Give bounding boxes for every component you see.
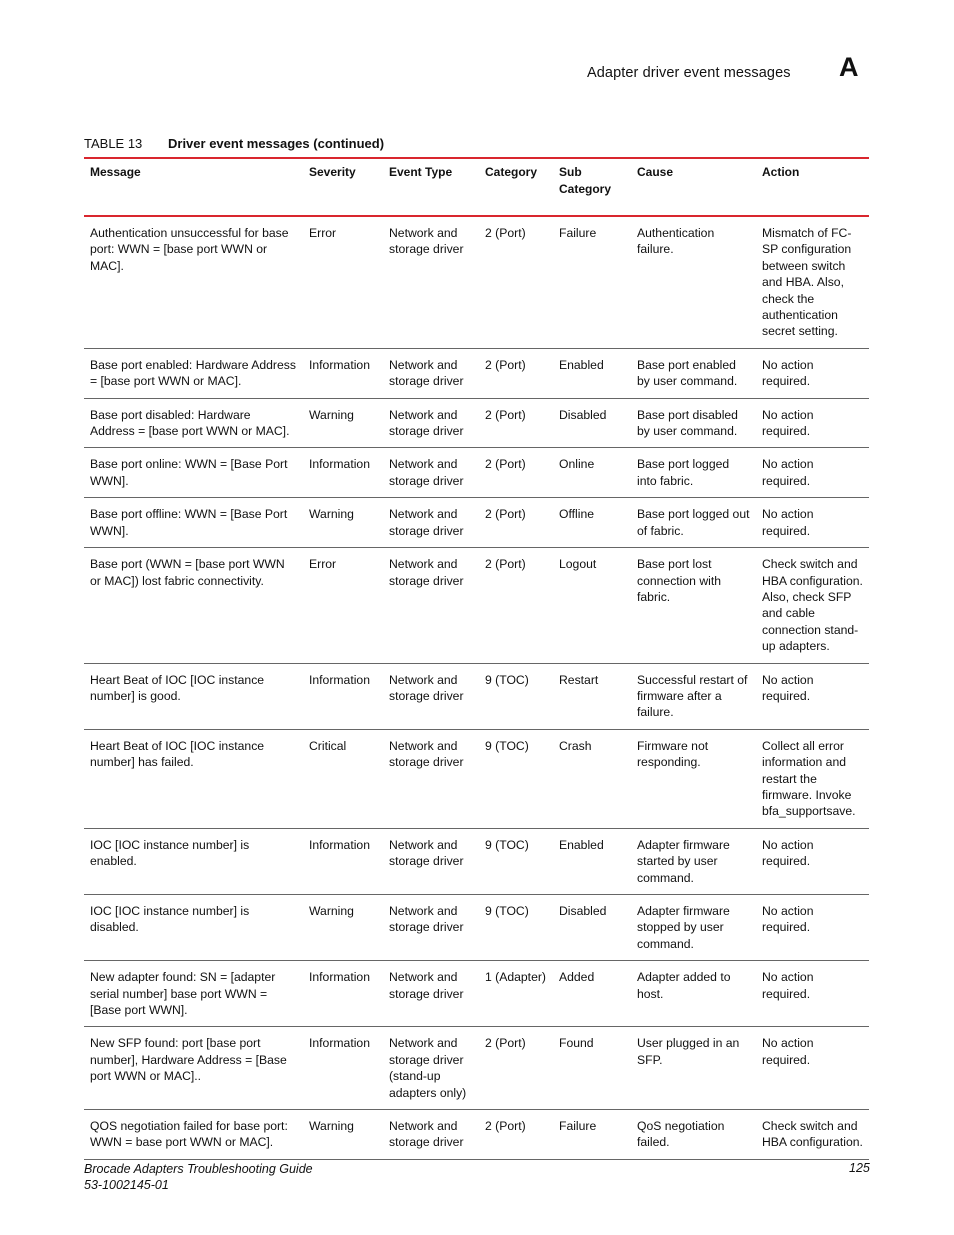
cell-severity: Warning bbox=[303, 895, 383, 961]
cell-action: No action required. bbox=[756, 348, 869, 398]
cell-sub-category: Offline bbox=[553, 498, 631, 548]
appendix-letter: A bbox=[839, 52, 859, 82]
cell-event-type: Network and storage driver bbox=[383, 498, 479, 548]
cell-severity: Information bbox=[303, 663, 383, 729]
cell-category: 2 (Port) bbox=[479, 1027, 553, 1110]
cell-event-type: Network and storage driver bbox=[383, 729, 479, 828]
cell-action: Mismatch of FC-SP configuration between switch and HBA. Also, check the authentication secret setting. bbox=[756, 216, 869, 348]
cell-cause: Base port logged out of fabric. bbox=[631, 498, 756, 548]
cell-message: IOC [IOC instance number] is disabled. bbox=[84, 895, 303, 961]
cell-cause: Base port disabled by user command. bbox=[631, 398, 756, 448]
cell-message: Base port online: WWN = [Base Port WWN]. bbox=[84, 448, 303, 498]
cell-action: Check switch and HBA configuration. bbox=[756, 1110, 869, 1160]
cell-message: Heart Beat of IOC [IOC instance number] is good. bbox=[84, 663, 303, 729]
cell-cause: User plugged in an SFP. bbox=[631, 1027, 756, 1110]
table-row bbox=[84, 398, 869, 448]
footer-doc-number: 53-1002145-01 bbox=[84, 1178, 169, 1192]
cell-action: No action required. bbox=[756, 961, 869, 1027]
column-header-event-type: Event Type bbox=[383, 158, 479, 216]
cell-severity: Information bbox=[303, 961, 383, 1027]
table-row bbox=[84, 828, 869, 894]
cell-severity: Information bbox=[303, 828, 383, 894]
column-header-cause: Cause bbox=[631, 158, 756, 216]
footer-book-info bbox=[84, 1161, 313, 1193]
cell-event-type: Network and storage driver bbox=[383, 398, 479, 448]
cell-category: 2 (Port) bbox=[479, 1110, 553, 1160]
cell-sub-category: Enabled bbox=[553, 348, 631, 398]
cell-category: 9 (TOC) bbox=[479, 828, 553, 894]
cell-severity: Information bbox=[303, 348, 383, 398]
cell-category: 9 (TOC) bbox=[479, 663, 553, 729]
cell-sub-category: Found bbox=[553, 1027, 631, 1110]
cell-severity: Information bbox=[303, 1027, 383, 1110]
table-row bbox=[84, 448, 869, 498]
cell-message: IOC [IOC instance number] is enabled. bbox=[84, 828, 303, 894]
cell-category: 2 (Port) bbox=[479, 448, 553, 498]
cell-category: 2 (Port) bbox=[479, 498, 553, 548]
cell-cause: Base port logged into fabric. bbox=[631, 448, 756, 498]
cell-severity: Information bbox=[303, 448, 383, 498]
cell-message: New adapter found: SN = [adapter serial number] base port WWN = [Base port WWN]. bbox=[84, 961, 303, 1027]
table-row bbox=[84, 729, 869, 828]
cell-severity: Warning bbox=[303, 498, 383, 548]
table-row bbox=[84, 895, 869, 961]
cell-category: 9 (TOC) bbox=[479, 729, 553, 828]
cell-sub-category: Failure bbox=[553, 216, 631, 348]
cell-action: No action required. bbox=[756, 828, 869, 894]
table-caption bbox=[84, 136, 384, 151]
cell-category: 2 (Port) bbox=[479, 216, 553, 348]
cell-cause: Firmware not responding. bbox=[631, 729, 756, 828]
page-number: 125 bbox=[849, 1161, 870, 1175]
cell-severity: Warning bbox=[303, 1110, 383, 1160]
driver-event-table-container bbox=[84, 157, 869, 1160]
cell-severity: Warning bbox=[303, 398, 383, 448]
cell-category: 1 (Adapter) bbox=[479, 961, 553, 1027]
cell-sub-category: Failure bbox=[553, 1110, 631, 1160]
table-row bbox=[84, 216, 869, 348]
table-row bbox=[84, 663, 869, 729]
cell-action: Collect all error information and restart the firmware. Invoke bfa_supportsave. bbox=[756, 729, 869, 828]
running-header: Adapter driver event messages bbox=[587, 65, 791, 81]
cell-event-type: Network and storage driver bbox=[383, 663, 479, 729]
cell-message: Base port offline: WWN = [Base Port WWN]. bbox=[84, 498, 303, 548]
table-title: Driver event messages (continued) bbox=[168, 136, 385, 151]
cell-sub-category: Online bbox=[553, 448, 631, 498]
cell-category: 9 (TOC) bbox=[479, 895, 553, 961]
cell-sub-category: Disabled bbox=[553, 895, 631, 961]
table-header-row bbox=[84, 158, 869, 216]
cell-severity: Error bbox=[303, 548, 383, 663]
cell-cause: Adapter firmware started by user command. bbox=[631, 828, 756, 894]
table-row bbox=[84, 498, 869, 548]
cell-action: Check switch and HBA configuration. Also, check SFP and cable connection stand-up adapters. bbox=[756, 548, 869, 663]
cell-message: QOS negotiation failed for base port: WWN = base port WWN or MAC]. bbox=[84, 1110, 303, 1160]
cell-cause: Authentication failure. bbox=[631, 216, 756, 348]
cell-cause: Adapter firmware stopped by user command. bbox=[631, 895, 756, 961]
cell-cause: Adapter added to host. bbox=[631, 961, 756, 1027]
cell-cause: Base port enabled by user command. bbox=[631, 348, 756, 398]
cell-message: Heart Beat of IOC [IOC instance number] has failed. bbox=[84, 729, 303, 828]
table-row bbox=[84, 1110, 869, 1160]
cell-event-type: Network and storage driver (stand-up adapters only) bbox=[383, 1027, 479, 1110]
driver-event-table bbox=[84, 157, 869, 1160]
cell-message: Base port (WWN = [base port WWN or MAC]) lost fabric connectivity. bbox=[84, 548, 303, 663]
column-header-sub-category: Sub Category bbox=[553, 158, 631, 216]
cell-sub-category: Logout bbox=[553, 548, 631, 663]
cell-event-type: Network and storage driver bbox=[383, 895, 479, 961]
cell-cause: QoS negotiation failed. bbox=[631, 1110, 756, 1160]
cell-sub-category: Crash bbox=[553, 729, 631, 828]
cell-severity: Error bbox=[303, 216, 383, 348]
cell-event-type: Network and storage driver bbox=[383, 961, 479, 1027]
cell-event-type: Network and storage driver bbox=[383, 216, 479, 348]
footer-book-title: Brocade Adapters Troubleshooting Guide bbox=[84, 1162, 313, 1176]
cell-category: 2 (Port) bbox=[479, 548, 553, 663]
table-number: TABLE 13 bbox=[84, 136, 143, 151]
cell-sub-category: Enabled bbox=[553, 828, 631, 894]
cell-event-type: Network and storage driver bbox=[383, 348, 479, 398]
cell-category: 2 (Port) bbox=[479, 348, 553, 398]
cell-event-type: Network and storage driver bbox=[383, 548, 479, 663]
cell-sub-category: Disabled bbox=[553, 398, 631, 448]
cell-event-type: Network and storage driver bbox=[383, 1110, 479, 1160]
cell-message: New SFP found: port [base port number], Hardware Address = [Base port WWN or MAC].. bbox=[84, 1027, 303, 1110]
cell-event-type: Network and storage driver bbox=[383, 448, 479, 498]
cell-category: 2 (Port) bbox=[479, 398, 553, 448]
cell-message: Base port enabled: Hardware Address = [base port WWN or MAC]. bbox=[84, 348, 303, 398]
cell-action: No action required. bbox=[756, 398, 869, 448]
column-header-action: Action bbox=[756, 158, 869, 216]
column-header-severity: Severity bbox=[303, 158, 383, 216]
cell-action: No action required. bbox=[756, 498, 869, 548]
column-header-category: Category bbox=[479, 158, 553, 216]
cell-action: No action required. bbox=[756, 1027, 869, 1110]
table-row bbox=[84, 961, 869, 1027]
column-header-message: Message bbox=[84, 158, 303, 216]
cell-sub-category: Restart bbox=[553, 663, 631, 729]
cell-cause: Base port lost connection with fabric. bbox=[631, 548, 756, 663]
cell-message: Base port disabled: Hardware Address = [base port WWN or MAC]. bbox=[84, 398, 303, 448]
cell-action: No action required. bbox=[756, 448, 869, 498]
table-row bbox=[84, 1027, 869, 1110]
table-row bbox=[84, 548, 869, 663]
table-row bbox=[84, 348, 869, 398]
cell-action: No action required. bbox=[756, 895, 869, 961]
cell-sub-category: Added bbox=[553, 961, 631, 1027]
cell-severity: Critical bbox=[303, 729, 383, 828]
cell-cause: Successful restart of firmware after a failure. bbox=[631, 663, 756, 729]
cell-message: Authentication unsuccessful for base port: WWN = [base port WWN or MAC]. bbox=[84, 216, 303, 348]
cell-action: No action required. bbox=[756, 663, 869, 729]
cell-event-type: Network and storage driver bbox=[383, 828, 479, 894]
